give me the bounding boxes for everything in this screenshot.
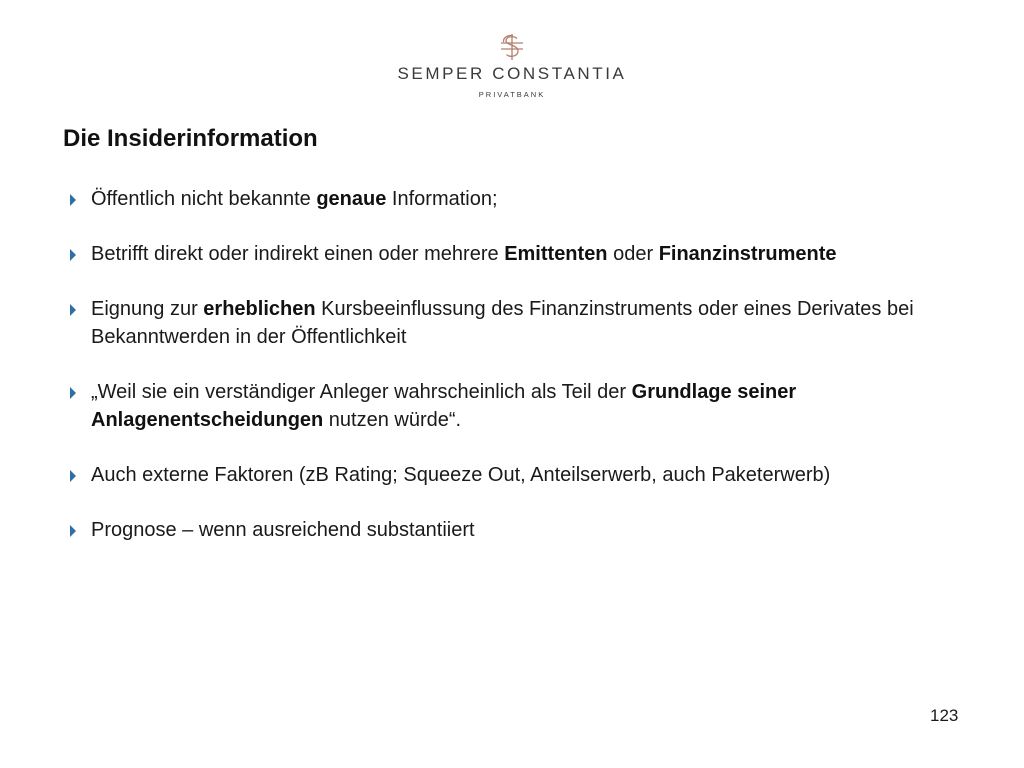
bullet-emphasis: Emittenten	[504, 243, 608, 265]
bullet-text: Öffentlich nicht bekannte	[91, 188, 317, 210]
bullet-item	[68, 516, 968, 544]
bullet-item	[68, 461, 968, 489]
bullet-arrow-icon	[70, 194, 76, 206]
logo-monogram-icon	[497, 32, 527, 62]
bullet-emphasis: erheblichen	[203, 298, 316, 320]
page-number: 123	[930, 706, 959, 725]
bullet-text: Kursbeeinflussung des Finanzinstruments oder eines Derivates bei Bekanntwerden in der Öffentlichkeit	[91, 298, 914, 348]
slide-title: Die Insiderinformation	[63, 125, 318, 152]
bullet-item	[68, 295, 968, 351]
bullet-text: Betrifft direkt oder indirekt einen oder mehrere	[91, 243, 505, 265]
bullet-arrow-icon	[70, 387, 76, 399]
bullet-item	[68, 378, 968, 434]
bullet-text: „Weil sie ein verständiger Anleger wahrscheinlich als Teil der	[91, 381, 632, 403]
bullet-emphasis: genaue	[316, 188, 387, 210]
bullet-arrow-icon	[70, 470, 76, 482]
bullet-item	[68, 185, 968, 213]
bank-logo	[0, 32, 1024, 99]
bullet-arrow-icon	[70, 525, 76, 537]
bullet-list	[68, 185, 968, 571]
bullet-text: Prognose – wenn ausreichend substantiiert	[91, 519, 475, 541]
bullet-text: Eignung zur	[91, 298, 204, 320]
bullet-arrow-icon	[70, 304, 76, 316]
logo-wordmark: SEMPER CONSTANTIA	[397, 64, 627, 83]
bullet-emphasis: Finanzinstrumente	[658, 243, 837, 265]
bullet-text: Auch externe Faktoren (zB Rating; Squeeze Out, Anteilserwerb, auch Paketerwerb)	[91, 464, 831, 486]
logo-subline: PRIVATBANK	[478, 90, 546, 99]
bullet-item	[68, 240, 968, 268]
bullet-text: Information;	[386, 188, 498, 210]
bullet-arrow-icon	[70, 249, 76, 261]
bullet-emphasis: Grundlage seiner Anlagenentscheidungen	[91, 381, 797, 431]
bullet-text: nutzen würde“.	[323, 409, 462, 431]
bullet-text: oder	[607, 243, 659, 265]
